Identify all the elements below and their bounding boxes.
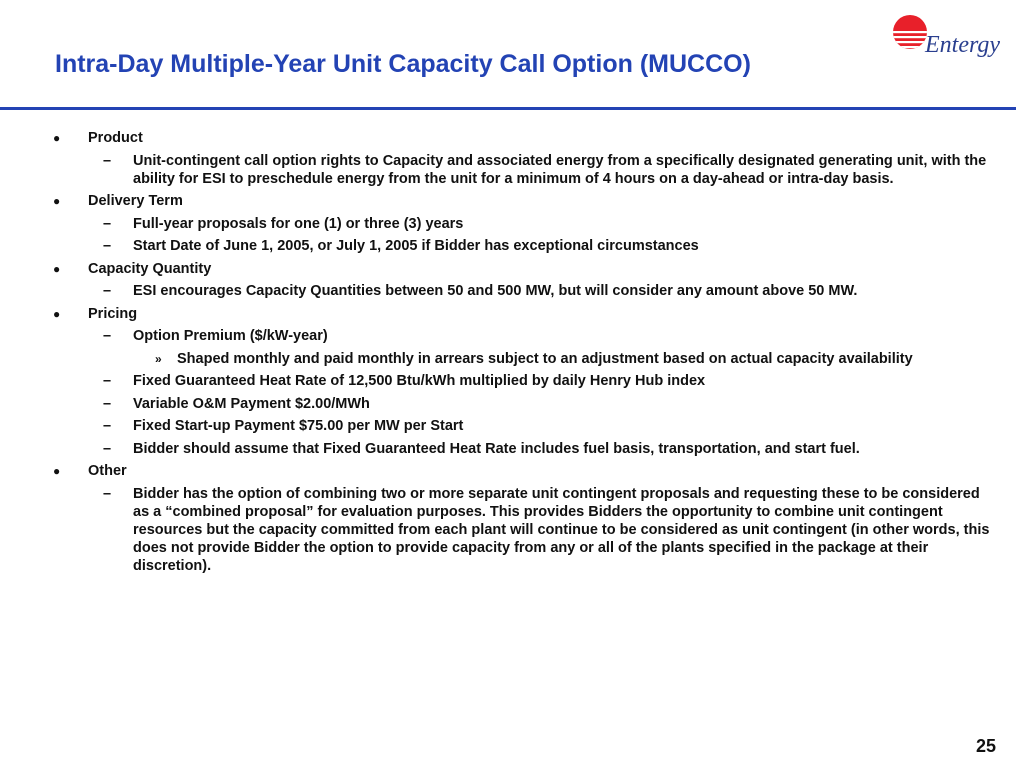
bullet-marker: – — [103, 238, 112, 254]
bullet-marker: » — [155, 351, 162, 366]
bullet-level-3 — [0, 350, 1010, 368]
bullet-marker: ● — [53, 464, 61, 478]
slide-title: Intra-Day Multiple-Year Unit Capacity Call Option (MUCCO) — [55, 50, 751, 78]
bullet-marker: – — [103, 283, 112, 299]
bullet-level-1 — [0, 192, 1010, 210]
bullet-text: Bidder has the option of combining two or more separate unit contingent proposals and requesting these to be considered as a “combined proposal” for evaluation purposes. This provides Bidders the opportunity to combine unit contingent resources but the capacity committed from each plant will continue to be considered as unit contingent (in other words, this does not provide Bidder the option to provide capacity from any or all of the plants specified in the package at their discretion). — [133, 485, 990, 574]
entergy-sun-icon — [890, 12, 930, 52]
bullet-text: Bidder should assume that Fixed Guaranteed Heat Rate includes fuel basis, transportation, and start fuel. — [133, 440, 860, 457]
bullet-marker: ● — [53, 194, 61, 208]
bullet-marker: ● — [53, 261, 61, 276]
bullet-text: Fixed Guaranteed Heat Rate of 12,500 Btu/kWh multiplied by daily Henry Hub index — [133, 373, 706, 389]
bullet-text: Delivery Term — [88, 193, 183, 209]
bullet-text: Start Date of June 1, 2005, or July 1, 2005 if Bidder has exceptional circumstances — [133, 238, 699, 254]
bullet-level-2 — [0, 395, 1010, 413]
bullet-marker: – — [103, 328, 112, 344]
bullet-marker: – — [103, 215, 112, 232]
bullet-text: Variable O&M Payment $2.00/MWh — [133, 395, 370, 412]
bullet-level-2 — [0, 152, 1010, 188]
bullet-level-2 — [0, 372, 1010, 390]
bullet-level-1 — [0, 260, 1010, 278]
bullet-level-2 — [0, 215, 1010, 233]
bullet-text: Product — [88, 130, 143, 146]
bullet-text: Full-year proposals for one (1) or three (3) years — [133, 215, 464, 232]
bullet-text: Option Premium ($/kW-year) — [133, 328, 328, 344]
bullet-text: ESI encourages Capacity Quantities between 50 and 500 MW, but will consider any amount above 50 MW. — [133, 283, 858, 299]
bullet-text: Other — [88, 463, 127, 479]
title-divider — [0, 107, 1016, 110]
entergy-wordmark: Entergy — [925, 32, 1001, 58]
bullet-level-2 — [0, 282, 1010, 300]
bullet-level-2 — [0, 327, 1010, 345]
bullet-marker: – — [103, 485, 112, 502]
bullet-text: Fixed Start-up Payment $75.00 per MW per Start — [133, 418, 464, 434]
bullet-level-1 — [0, 462, 1010, 480]
bullet-text: Pricing — [88, 305, 138, 322]
page-number: 25 — [975, 736, 996, 756]
bullet-level-2 — [0, 417, 1010, 435]
bullet-level-2 — [0, 440, 1010, 458]
bullet-marker: – — [103, 395, 112, 412]
bullet-level-2 — [0, 485, 1010, 575]
bullet-marker: – — [103, 373, 112, 389]
bullet-text: Unit-contingent call option rights to Capacity and associated energy from a specifically designated generating unit, with the ability for ESI to preschedule energy from the unit for a minimum of 4 hours on a day-ahead or intra-day basis. — [133, 152, 987, 187]
bullet-marker: – — [103, 418, 112, 434]
bullet-list — [0, 129, 1010, 579]
bullet-text: Shaped monthly and paid monthly in arrears subject to an adjustment based on actual capacity availability — [177, 350, 913, 367]
bullet-level-2 — [0, 237, 1010, 255]
bullet-marker: – — [103, 440, 112, 457]
bullet-marker: – — [103, 152, 112, 169]
bullet-marker: ● — [53, 131, 61, 145]
bullet-level-1 — [0, 305, 1010, 323]
bullet-level-1 — [0, 129, 1010, 147]
bullet-marker: ● — [53, 306, 61, 321]
bullet-text: Capacity Quantity — [88, 260, 212, 277]
